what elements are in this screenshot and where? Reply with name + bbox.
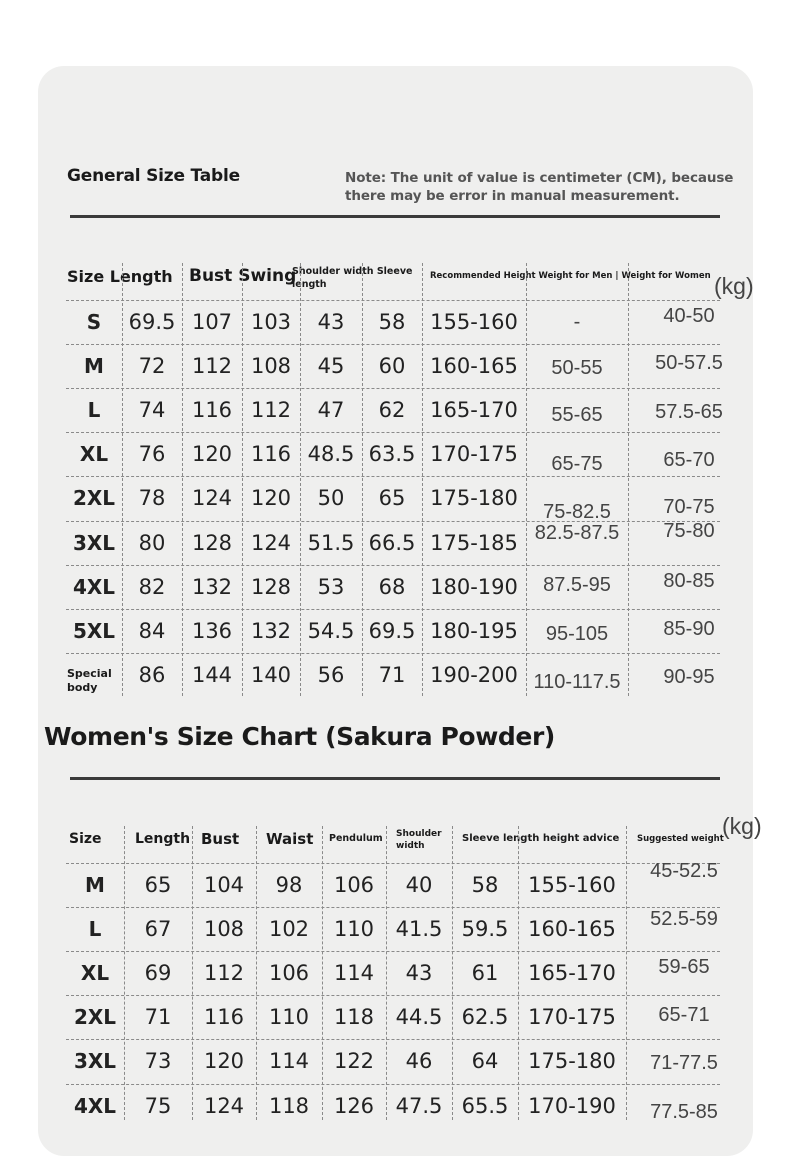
general-cell-size: 2XL (72, 486, 116, 511)
general-cell-height: 180-190 (430, 574, 518, 599)
general-cell-height: 190-200 (430, 662, 518, 687)
general-cell-swing: 116 (250, 442, 292, 467)
womens-row-divider (66, 863, 720, 864)
womens-cell-weight: 71-77.5 (650, 1052, 718, 1075)
womens-cell-height: 170-190 (528, 1093, 616, 1118)
womens-row-divider (66, 995, 720, 996)
general-cell-size: S (86, 310, 102, 334)
womens-cell-bust: 104 (203, 873, 245, 897)
womens-cell-height: 165-170 (528, 961, 616, 986)
general-cell-women: 85-90 (663, 617, 715, 640)
general-cell-women: 75-80 (663, 519, 715, 542)
general-cell-length: 76 (138, 442, 166, 467)
general-cell-women: 80-85 (663, 569, 715, 592)
general-cell-shoulder: 48.5 (307, 442, 355, 467)
general-row-divider (66, 565, 720, 566)
general-cell-shoulder: 53 (317, 574, 345, 599)
unit-kg-label: (kg) (714, 273, 754, 299)
w-header-bust: Bust (201, 830, 240, 848)
general-cell-women: 70-75 (663, 496, 715, 519)
womens-cell-weight: 59-65 (658, 956, 710, 979)
size-chart-card (38, 66, 753, 1156)
general-row-divider (66, 609, 720, 610)
womens-row-divider (66, 951, 720, 952)
womens-cell-sleeve: 65.5 (461, 1093, 509, 1118)
general-cell-women: 40-50 (663, 305, 715, 327)
general-cell-swing: 103 (250, 310, 292, 334)
womens-cell-sleeve: 59.5 (461, 917, 509, 942)
general-cell-men: 87.5-95 (543, 573, 611, 596)
womens-cell-height: 170-175 (528, 1005, 616, 1030)
w-header-shoulder: Shoulder width (396, 829, 442, 851)
general-cell-men: 65-75 (551, 453, 603, 476)
w-header-sleeve-height: Sleeve length height advice (462, 833, 620, 844)
womens-cell-length: 75 (144, 1093, 172, 1118)
womens-cell-bust: 116 (203, 1005, 245, 1030)
general-cell-swing: 140 (250, 662, 292, 687)
general-cell-sleeve: 69.5 (368, 618, 416, 643)
general-cell-sleeve: 68 (378, 574, 406, 599)
womens-cell-waist: 102 (268, 917, 310, 942)
womens-cell-height: 160-165 (528, 917, 616, 942)
womens-cell-pendulum: 122 (333, 1049, 375, 1074)
header-recommended: Recommended Height Weight for Men | Weight for Women (430, 271, 711, 281)
general-cell-sleeve: 60 (378, 354, 406, 379)
general-cell-bust: 132 (191, 574, 233, 599)
general-cell-men: 95-105 (545, 622, 609, 645)
womens-cell-length: 71 (144, 1005, 172, 1030)
general-cell-swing: 108 (250, 354, 292, 379)
womens-cell-waist: 110 (268, 1005, 310, 1030)
general-cell-size: XL (79, 442, 109, 467)
womens-cell-pendulum: 110 (333, 917, 375, 942)
measurement-note: Note: The unit of value is centimeter (CM), because there may be error in manual measurement. (345, 170, 734, 204)
general-row-divider (66, 476, 720, 477)
general-cell-size: L (87, 398, 101, 423)
womens-cell-length: 69 (144, 961, 172, 986)
womens-cell-bust: 124 (203, 1093, 245, 1118)
general-cell-shoulder: 54.5 (307, 618, 355, 643)
womens-cell-shoulder: 44.5 (395, 1005, 443, 1030)
womens-chart-title: Women's Size Chart (Sakura Powder) (44, 722, 555, 751)
general-cell-height: 175-180 (430, 486, 518, 511)
womens-cell-sleeve: 62.5 (461, 1005, 509, 1030)
general-cell-sleeve: 65 (378, 486, 406, 511)
general-cell-swing: 120 (250, 486, 292, 511)
womens-cell-bust: 120 (203, 1049, 245, 1074)
womens-cell-shoulder: 47.5 (395, 1093, 443, 1118)
womens-row-divider (66, 907, 720, 908)
general-cell-shoulder: 51.5 (307, 530, 355, 555)
general-cell-women: 50-57.5 (655, 352, 723, 375)
womens-cell-weight: 52.5-59 (650, 908, 718, 931)
womens-cell-bust: 112 (203, 961, 245, 986)
womens-row-divider (66, 1084, 720, 1085)
general-cell-size: 3XL (72, 530, 116, 555)
header-shoulder-sleeve: Shoulder width Sleeve length (292, 266, 413, 290)
general-cell-height: 175-185 (430, 530, 518, 555)
general-cell-length: 82 (138, 574, 166, 599)
general-cell-height: 160-165 (430, 354, 518, 379)
womens-cell-shoulder: 40 (405, 873, 433, 897)
womens-cell-weight: 65-71 (658, 1004, 710, 1027)
general-cell-bust: 128 (191, 530, 233, 555)
general-cell-bust: 136 (191, 618, 233, 643)
womens-cell-length: 65 (144, 873, 172, 897)
general-cell-height: 170-175 (430, 442, 518, 467)
general-cell-women: 57.5-65 (655, 401, 723, 424)
womens-cell-size: 4XL (73, 1093, 117, 1118)
womens-cell-waist: 106 (268, 961, 310, 986)
general-cell-sleeve: 58 (378, 310, 406, 334)
womens-cell-shoulder: 41.5 (395, 917, 443, 942)
general-cell-length: 86 (138, 662, 166, 687)
womens-cell-pendulum: 118 (333, 1005, 375, 1030)
general-cell-bust: 112 (191, 354, 233, 379)
title-divider (70, 215, 720, 218)
womens-cell-height: 175-180 (528, 1049, 616, 1074)
general-cell-length: 84 (138, 618, 166, 643)
womens-cell-size: 3XL (73, 1049, 117, 1074)
general-cell-height: 180-195 (430, 618, 518, 643)
womens-cell-shoulder: 43 (405, 961, 433, 986)
general-cell-men: 55-65 (551, 404, 603, 427)
womens-cell-pendulum: 126 (333, 1093, 375, 1118)
general-cell-height: 155-160 (430, 310, 518, 334)
general-cell-bust: 144 (191, 662, 233, 687)
w-header-size: Size (69, 831, 102, 847)
general-cell-bust: 107 (191, 310, 233, 334)
w-header-waist: Waist (266, 830, 314, 848)
w-header-length: Length (135, 831, 191, 847)
womens-cell-weight: 77.5-85 (650, 1100, 718, 1123)
general-cell-shoulder: 43 (317, 310, 345, 334)
general-cell-size: Special body (67, 666, 112, 694)
general-cell-men: 75-82.5 (543, 501, 611, 524)
general-cell-length: 74 (138, 398, 166, 423)
general-cell-shoulder: 47 (317, 398, 345, 423)
general-cell-length: 78 (138, 486, 166, 511)
womens-cell-sleeve: 61 (471, 961, 499, 986)
womens-cell-weight: 45-52.5 (650, 860, 718, 882)
header-size-length: Size Length (67, 267, 173, 286)
womens-cell-pendulum: 106 (333, 873, 375, 897)
womens-cell-size: M (85, 873, 105, 897)
general-cell-swing: 112 (250, 398, 292, 423)
womens-cell-sleeve: 58 (471, 873, 499, 897)
general-cell-bust: 120 (191, 442, 233, 467)
general-cell-men: 50-55 (551, 357, 603, 380)
general-cell-shoulder: 56 (317, 662, 345, 687)
header-bust-swing: Bust Swing (189, 266, 297, 286)
general-cell-size: 5XL (72, 618, 116, 643)
general-cell-men: 110-117.5 (533, 670, 621, 693)
general-cell-length: 80 (138, 530, 166, 555)
general-row-divider (66, 653, 720, 654)
womens-cell-bust: 108 (203, 917, 245, 942)
womens-cell-size: XL (80, 961, 110, 986)
general-cell-sleeve: 63.5 (368, 442, 416, 467)
general-cell-length: 69.5 (128, 310, 176, 334)
womens-cell-pendulum: 114 (333, 961, 375, 986)
general-row-divider (66, 300, 720, 301)
w-header-weight: Suggested weight (637, 834, 724, 844)
general-cell-swing: 132 (250, 618, 292, 643)
general-cell-sleeve: 66.5 (368, 530, 416, 555)
womens-cell-size: 2XL (73, 1005, 117, 1030)
general-cell-sleeve: 62 (378, 398, 406, 423)
general-cell-length: 72 (138, 354, 166, 379)
general-cell-men: 82.5-87.5 (534, 521, 620, 544)
w-unit-kg-label: (kg) (722, 813, 762, 839)
womens-cell-length: 73 (144, 1049, 172, 1074)
general-cell-swing: 128 (250, 574, 292, 599)
general-table-title: General Size Table (67, 166, 240, 186)
general-cell-size: 4XL (72, 574, 116, 599)
womens-cell-waist: 114 (268, 1049, 310, 1074)
general-row-divider (66, 388, 720, 389)
general-cell-bust: 124 (191, 486, 233, 511)
womens-cell-sleeve: 64 (471, 1049, 499, 1074)
womens-cell-length: 67 (144, 917, 172, 942)
general-cell-shoulder: 50 (317, 486, 345, 511)
womens-cell-waist: 98 (275, 873, 303, 897)
womens-cell-size: L (88, 917, 102, 942)
womens-title-divider (70, 777, 720, 780)
general-cell-sleeve: 71 (378, 662, 406, 687)
w-header-pendulum: Pendulum (329, 833, 383, 844)
general-cell-shoulder: 45 (317, 354, 345, 379)
general-cell-women: 90-95 (663, 665, 715, 688)
general-cell-men: - (573, 311, 581, 333)
womens-row-divider (66, 1039, 720, 1040)
womens-cell-shoulder: 46 (405, 1049, 433, 1074)
general-cell-women: 65-70 (663, 449, 715, 472)
womens-cell-waist: 118 (268, 1093, 310, 1118)
general-cell-bust: 116 (191, 398, 233, 423)
general-cell-height: 165-170 (430, 398, 518, 423)
general-cell-size: M (84, 354, 104, 379)
general-row-divider (66, 432, 720, 433)
womens-cell-height: 155-160 (528, 873, 616, 897)
general-row-divider (66, 344, 720, 345)
general-cell-swing: 124 (250, 530, 292, 555)
